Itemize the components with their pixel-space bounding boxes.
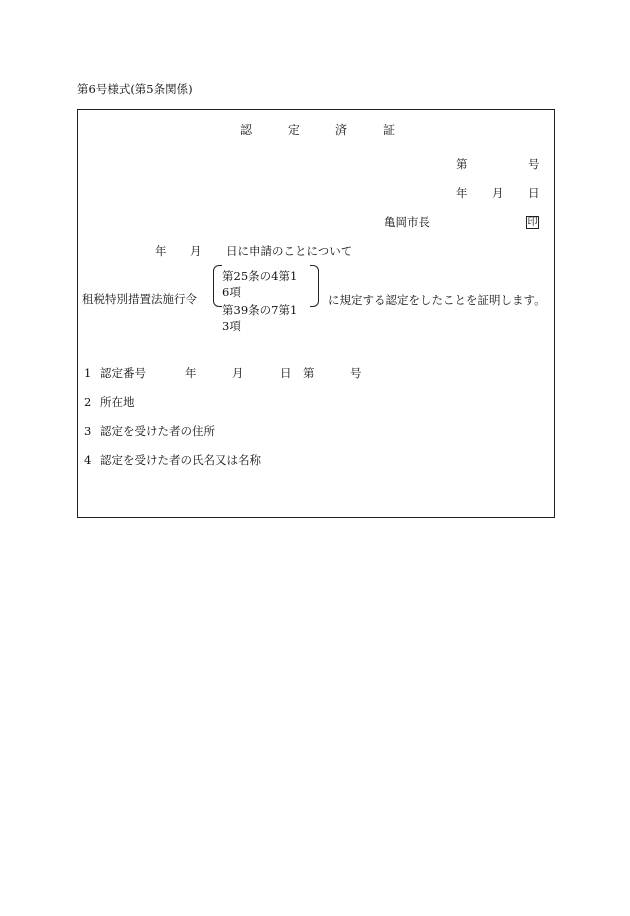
date-year: 年	[456, 186, 468, 200]
right-brace	[310, 265, 319, 307]
item-number: 1	[84, 366, 92, 380]
item-number-suffix: 号	[350, 366, 362, 380]
date-month: 月	[492, 186, 504, 200]
title-char: 認	[240, 123, 253, 137]
item-label: 所在地	[100, 395, 135, 409]
item-number: 3	[84, 424, 92, 438]
item-day: 日	[280, 366, 292, 380]
form-label: 第6号様式(第5条関係)	[77, 82, 193, 96]
title-char: 済	[335, 123, 348, 137]
application-year: 年	[155, 244, 167, 258]
item-number: 4	[84, 453, 92, 467]
application-month: 月	[190, 244, 202, 258]
option-text: 6項	[222, 285, 241, 299]
option-text: 3項	[222, 319, 241, 333]
item-label: 認定を受けた者の住所	[100, 424, 215, 438]
seal-stamp: 印	[527, 217, 538, 228]
certification-text: に規定する認定をしたことを証明します。	[328, 293, 546, 307]
item-number-prefix: 第	[303, 366, 315, 380]
issuer-name: 亀岡市長	[384, 215, 430, 229]
date-day: 日	[528, 186, 540, 200]
item-year: 年	[185, 366, 197, 380]
item-label: 認定を受けた者の氏名又は名称	[100, 453, 261, 467]
item-number: 2	[84, 395, 92, 409]
application-text: 日に申請のことについて	[226, 244, 353, 258]
law-name: 租税特別措置法施行令	[82, 292, 197, 306]
item-label: 認定番号	[100, 366, 146, 380]
item-month: 月	[232, 366, 244, 380]
title-char: 定	[288, 123, 301, 137]
number-suffix: 号	[528, 157, 540, 171]
title-char: 証	[383, 123, 396, 137]
left-brace	[213, 265, 222, 307]
option-text: 第25条の4第1	[222, 269, 298, 283]
option-text: 第39条の7第1	[222, 303, 298, 317]
number-prefix: 第	[456, 157, 468, 171]
